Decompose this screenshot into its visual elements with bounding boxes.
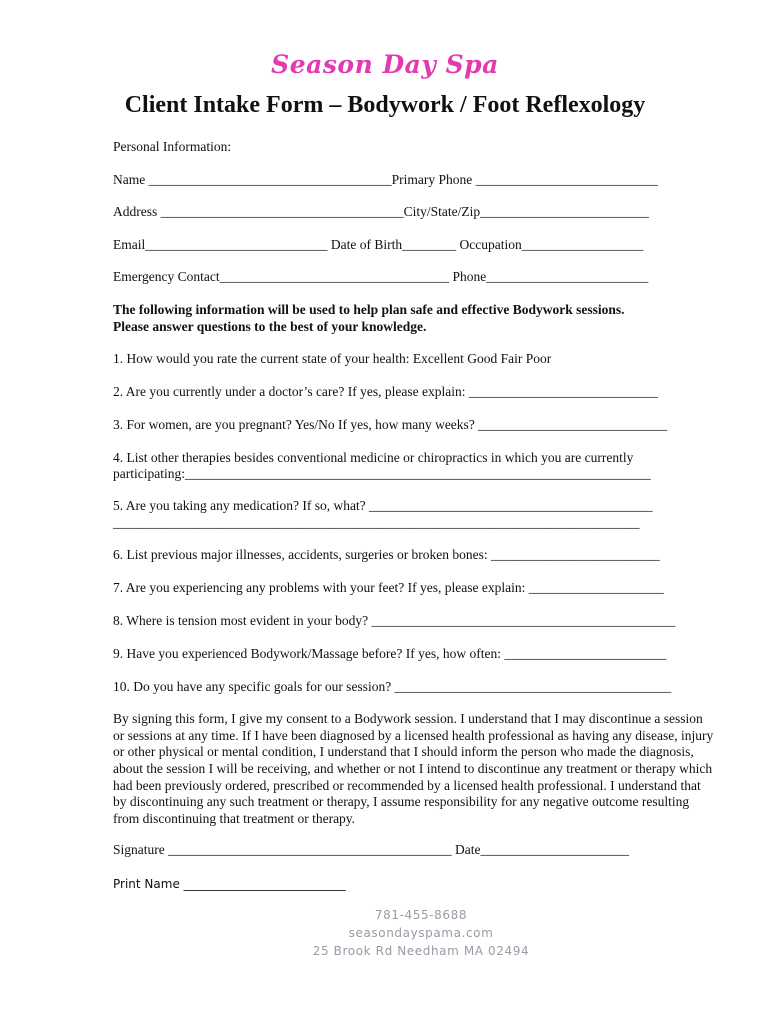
print-name-field[interactable]: Print Name ___________________________ [113, 877, 346, 891]
question-4[interactable]: 4. List other therapies besides conventional medicine or chiropractics in which you are currently [113, 450, 634, 465]
brand-logo-text: Season Day Spa [271, 50, 499, 79]
question-9[interactable]: 9. Have you experienced Bodywork/Massage before? If yes, how often: ________________________ [113, 646, 667, 661]
question-8[interactable]: 8. Where is tension most evident in your body? _____________________________________________ [113, 613, 676, 628]
question-4-answer[interactable]: participating:_____________________________________________________________________ [113, 466, 651, 481]
page-title: Client Intake Form – Bodywork / Foot Reflexology [124, 92, 646, 118]
personal-info-label: Personal Information: [113, 139, 232, 154]
footer-website: seasondayspama.com [348, 926, 494, 940]
consent-line-7: from discontinuing that treatment or therapy. [113, 811, 356, 826]
footer-phone: 781-455-8688 [374, 908, 468, 922]
intro-text-1: The following information will be used to help plan safe and effective Bodywork sessions. [113, 302, 625, 317]
consent-line-1: By signing this form, I give my consent to a Bodywork session. I understand that I may discontinue a session [113, 711, 703, 726]
question-1[interactable]: 1. How would you rate the current state of your health: Excellent Good Fair Poor [113, 351, 552, 366]
consent-line-2: or sessions at any time. If I have been diagnosed by a licensed health professional as having any disease, injury [113, 728, 714, 743]
footer-address: 25 Brook Rd Needham MA 02494 [312, 944, 530, 958]
consent-line-6: by discontinuing any such treatment or therapy, I assume responsibility for any negative outcome resulting [113, 794, 690, 809]
question-5-answer[interactable]: ______________________________________________________________________________ [113, 515, 640, 530]
name-phone-field[interactable]: Name ____________________________________Primary Phone ___________________________ [113, 172, 658, 187]
question-10[interactable]: 10. Do you have any specific goals for our session? _________________________________________ [113, 679, 672, 694]
consent-line-5: had been previously ordered, prescribed or recommended by a licensed health professional. I understand that [113, 778, 701, 793]
intro-text-2: Please answer questions to the best of your knowledge. [113, 319, 427, 334]
question-3[interactable]: 3. For women, are you pregnant? Yes/No If yes, how many weeks? ____________________________ [113, 417, 668, 432]
address-field[interactable]: Address ____________________________________City/State/Zip_________________________ [113, 204, 649, 219]
consent-line-3: or other physical or mental condition, I understand that I should inform the person who made the diagnosis, [113, 744, 694, 759]
question-7[interactable]: 7. Are you experiencing any problems with your feet? If yes, please explain: ____________________ [113, 580, 664, 595]
question-2[interactable]: 2. Are you currently under a doctor’s care? If yes, please explain: ____________________________ [113, 384, 658, 399]
email-dob-occupation-field[interactable]: Email___________________________ Date of Birth________ Occupation__________________ [113, 237, 644, 252]
consent-line-4: about the session I will be receiving, and whether or not I intend to discontinue any treatment or therapy which [113, 761, 713, 776]
emergency-contact-field[interactable]: Emergency Contact__________________________________ Phone________________________ [113, 269, 649, 284]
signature-date-field[interactable]: Signature __________________________________________ Date______________________ [113, 842, 629, 857]
question-6[interactable]: 6. List previous major illnesses, accidents, surgeries or broken bones: _________________________ [113, 547, 660, 562]
question-5[interactable]: 5. Are you taking any medication? If so, what? __________________________________________ [113, 498, 653, 513]
